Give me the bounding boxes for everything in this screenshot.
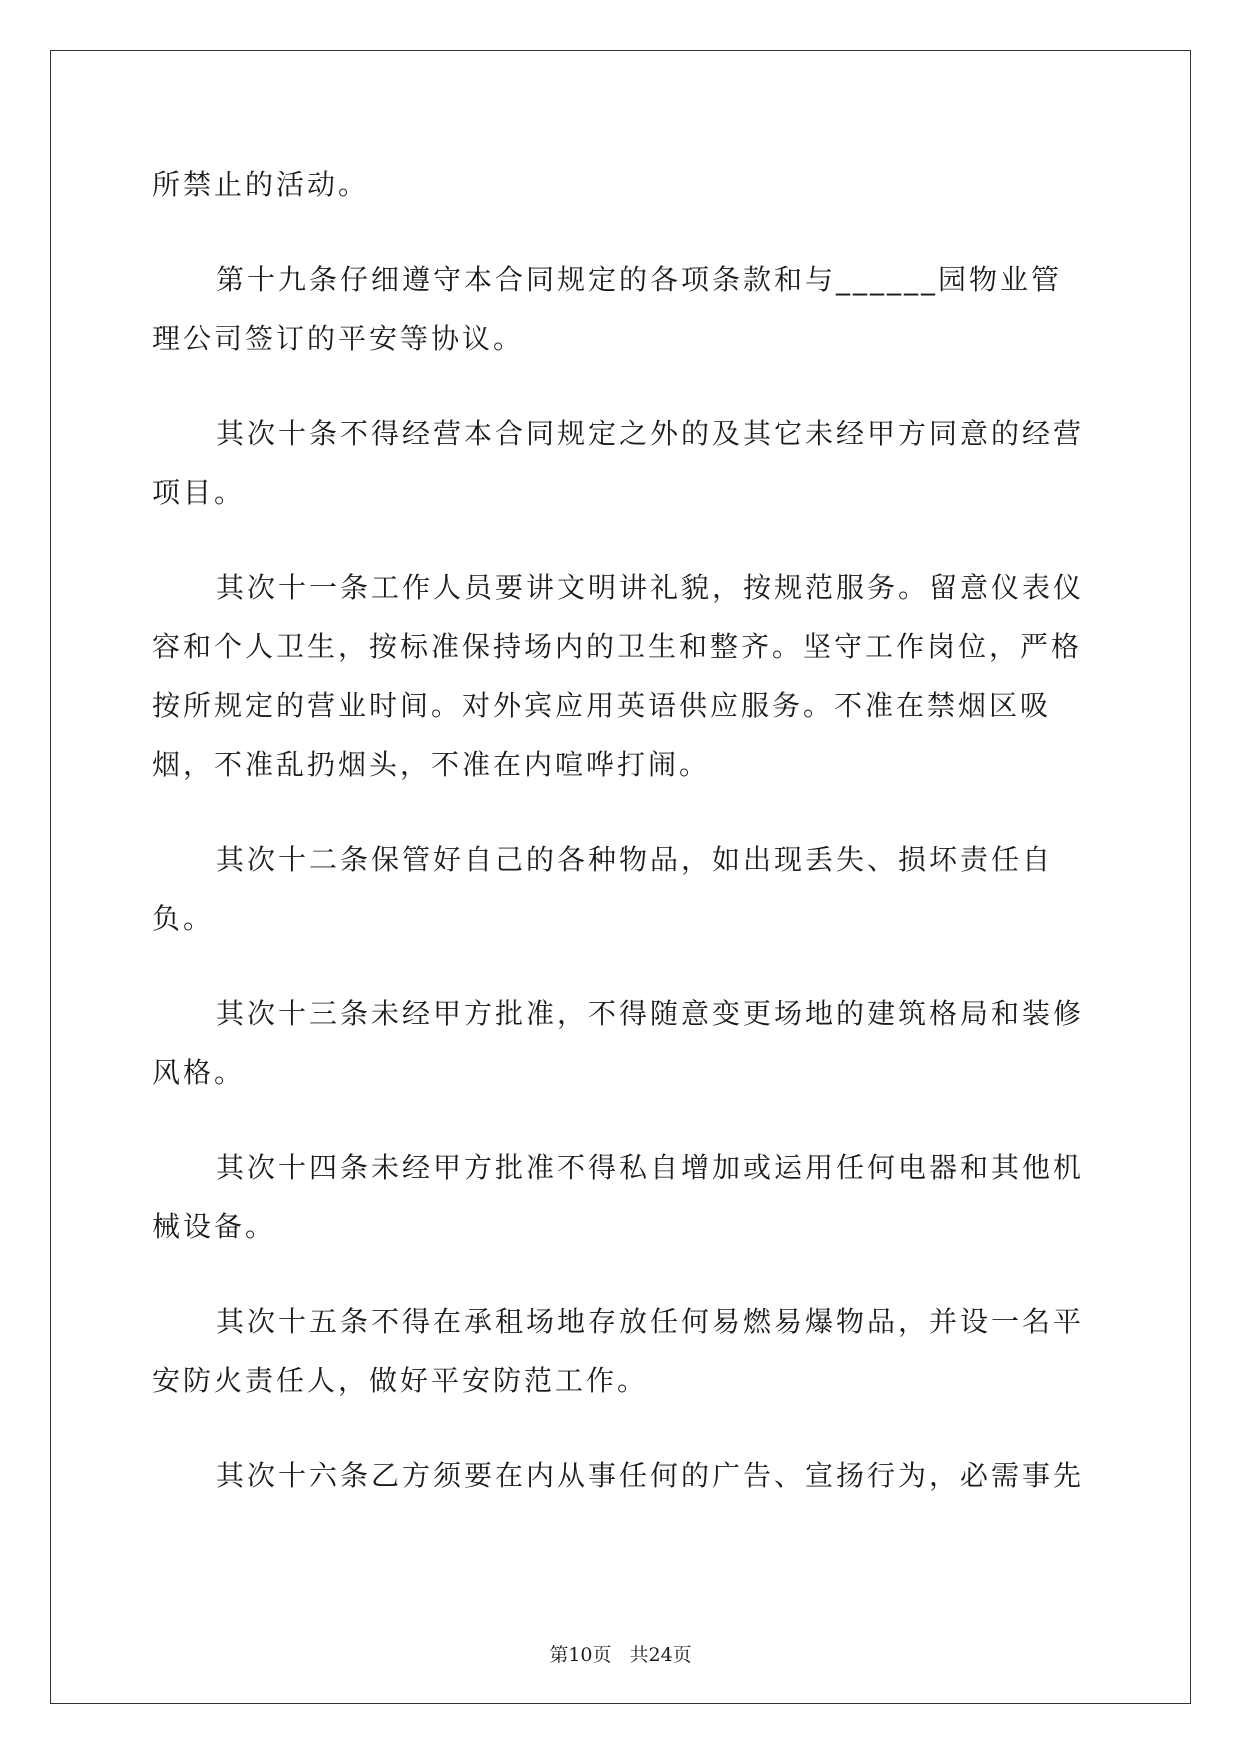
paragraph-article-23: 其次十三条未经甲方批准，不得随意变更场地的建筑格局和装修风格。 [152, 997, 1085, 1089]
page-total: 共24页 [629, 1644, 692, 1666]
paragraph-article-26: 其次十六条乙方须要在内从事任何的广告、宣扬行为，必需事先 [216, 1459, 1085, 1492]
paragraph-article-21: 其次十一条工作人员要讲文明讲礼貌，按规范服务。留意仪表仪容和个人卫生，按标准保持场内的卫生和整齐。坚守工作岗位，严格按所规定的营业时间。对外宾应用英语供应服务。不准在禁烟区吸烟，不准乱扔烟头，不准在内喧哗打闹。 [152, 571, 1085, 781]
paragraph-article-19: 第十九条仔细遵守本合同规定的各项条款和与______园物业管理公司签订的平安等协议。 [152, 263, 1063, 355]
paragraph-article-20: 其次十条不得经营本合同规定之外的及其它未经甲方同意的经营项目。 [152, 417, 1085, 509]
paragraph-article-25: 其次十五条不得在承租场地存放任何易燃易爆物品，并设一名平安防火责任人，做好平安防范工作。 [152, 1305, 1085, 1397]
paragraph-continuation: 所禁止的活动。 [152, 168, 370, 201]
paragraph-article-22: 其次十二条保管好自己的各种物品，如出现丢失、损坏责任自负。 [152, 843, 1054, 935]
page-number: 第10页 [549, 1644, 612, 1666]
page-footer [0, 1640, 1241, 1667]
document-body [152, 155, 1092, 1541]
paragraph-article-24: 其次十四条未经甲方批准不得私自增加或运用任何电器和其他机械设备。 [152, 1151, 1085, 1243]
